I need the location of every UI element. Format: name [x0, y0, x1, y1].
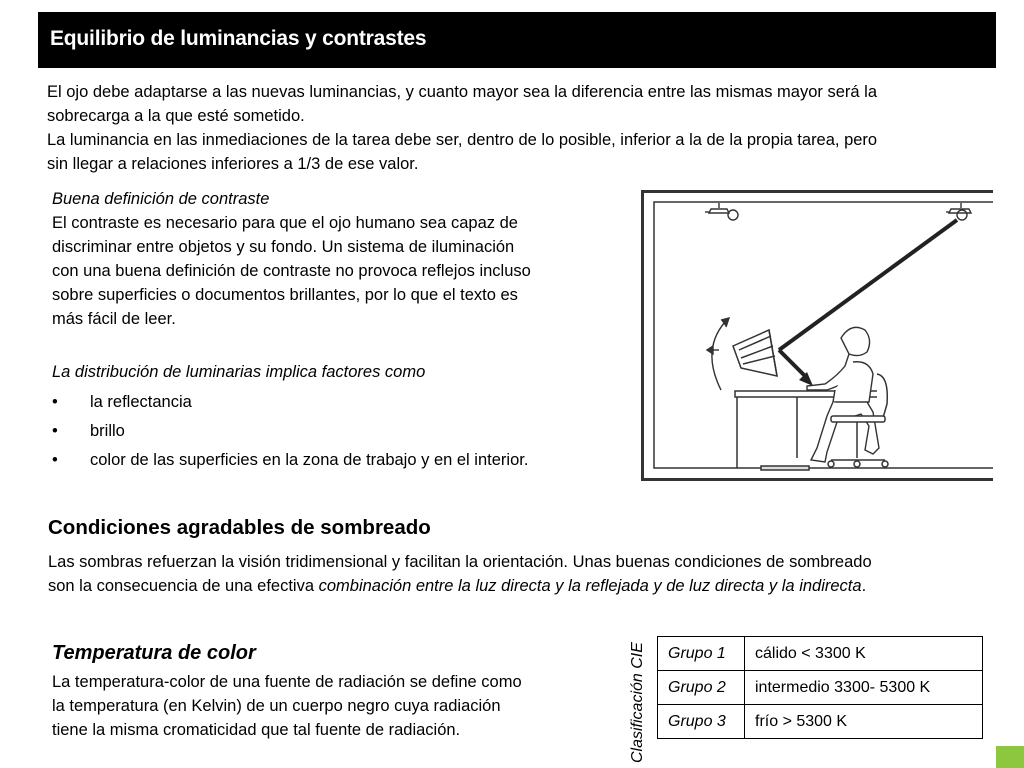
cie-classification-label: Clasificación CIE	[629, 642, 646, 763]
distribution-heading: La distribución de luminarias implica factores como	[52, 363, 426, 381]
ceiling-lamp-right-icon	[946, 203, 971, 220]
accent-square	[996, 746, 1024, 768]
intro-paragraph	[47, 80, 977, 176]
color-temperature-line: tiene la misma cromaticidad que tal fuente de radiación.	[52, 721, 461, 739]
group-cell: Grupo 2	[658, 671, 745, 705]
list-item	[52, 446, 612, 475]
group-cell: Grupo 1	[658, 637, 745, 671]
intro-line: El ojo debe adaptarse a las nuevas luminancias, y cuanto mayor sea la diferencia entre las mismas mayor será la	[47, 83, 878, 101]
shading-title: Condiciones agradables de sombreado	[48, 516, 431, 539]
distribution-list	[52, 388, 612, 475]
shading-line-start: son la consecuencia de una efectiva	[48, 577, 319, 595]
office-lighting-illustration	[641, 190, 993, 481]
list-item-text: la reflectancia	[90, 393, 192, 411]
contrast-line: con una buena definición de contraste no provoca reflejos incluso	[52, 262, 531, 280]
shading-emphasis: combinación entre la luz directa y la reflejada y de luz directa y la indirecta	[318, 577, 862, 595]
intro-line: sobrecarga a la que esté sometido.	[47, 107, 305, 125]
rotation-arrow-icon	[707, 318, 729, 390]
intro-line: La luminancia en las inmediaciones de la tarea debe ser, dentro de lo posible, inferior a la de la propia tarea, pero	[47, 131, 878, 149]
color-temperature-line: la temperatura (en Kelvin) de un cuerpo negro cuya radiación	[52, 697, 501, 715]
list-item-text: color de las superficies en la zona de trabajo y en el interior.	[90, 451, 529, 469]
group-cell: Grupo 3	[658, 705, 745, 739]
title-bar	[38, 12, 996, 68]
list-item-text: brillo	[90, 422, 125, 440]
desk-icon	[735, 391, 885, 470]
distribution-section	[52, 360, 612, 475]
contrast-section	[52, 187, 592, 331]
ceiling-lamp-left-icon	[705, 203, 738, 220]
page-title: Equilibrio de luminancias y contrastes	[50, 27, 427, 50]
table-row	[658, 637, 983, 671]
contrast-line: más fácil de leer.	[52, 310, 176, 328]
color-temperature-title: Temperatura de color	[52, 642, 256, 664]
color-temperature-line: La temperatura-color de una fuente de radiación se define como	[52, 673, 522, 691]
contrast-line: sobre superficies o documentos brillantes, por lo que el texto es	[52, 286, 518, 304]
temperature-cell: intermedio 3300- 5300 K	[745, 671, 983, 705]
list-item	[52, 388, 612, 417]
contrast-line: discriminar entre objetos y su fondo. Un sistema de iluminación	[52, 238, 515, 256]
cie-table	[657, 636, 983, 739]
room-frame	[643, 192, 994, 480]
intro-line: sin llegar a relaciones inferiores a 1/3 de ese valor.	[47, 155, 419, 173]
adjustable-lamp-icon	[733, 330, 777, 376]
list-item	[52, 417, 612, 446]
bullet-icon: •	[52, 422, 58, 440]
bullet-icon: •	[52, 451, 58, 469]
shading-paragraph	[48, 550, 988, 598]
table-row	[658, 705, 983, 739]
shading-line: Las sombras refuerzan la visión tridimensional y facilitan la orientación. Unas buenas condiciones de sombreado	[48, 553, 872, 571]
shading-line-end: .	[861, 577, 867, 595]
table-row	[658, 671, 983, 705]
bullet-icon: •	[52, 393, 58, 411]
temperature-cell: frío > 5300 K	[745, 705, 983, 739]
contrast-heading: Buena definición de contraste	[52, 190, 270, 208]
light-ray-icon	[779, 220, 957, 378]
contrast-line: El contraste es necesario para que el ojo humano sea capaz de	[52, 214, 518, 232]
temperature-cell: cálido < 3300 K	[745, 637, 983, 671]
color-temperature-paragraph	[52, 670, 592, 742]
